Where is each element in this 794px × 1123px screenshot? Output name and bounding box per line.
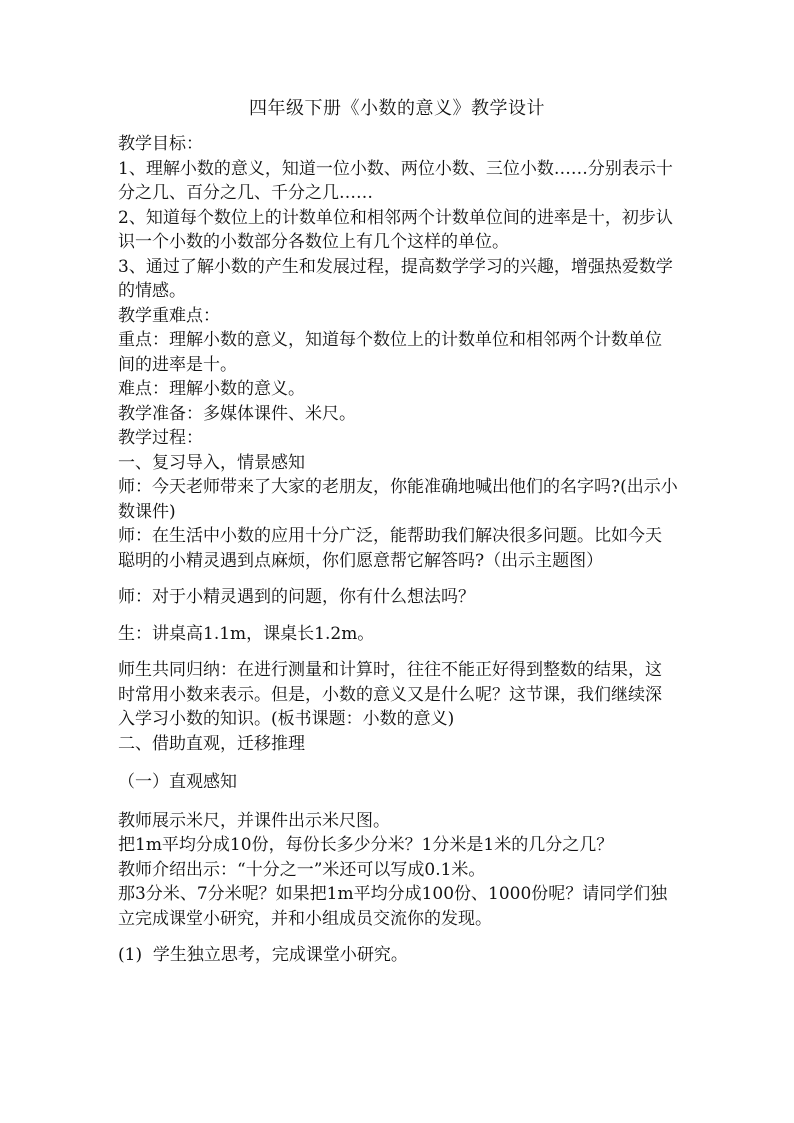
paragraph-key-difficult-heading: 教学重难点：	[118, 305, 220, 326]
paragraph-difficult-point: 难点：理解小数的意义。	[118, 379, 305, 399]
paragraph-key-point: 重点：理解小数的意义，知道每个数位上的计数单位和相邻两个计数单位间的进率是十。	[118, 330, 662, 375]
paragraph-teacher-intro: 师：今天老师带来了大家的老朋友，你能准确地喊出他们的名字吗?(出示小数课件)	[118, 477, 678, 522]
paragraph-section-2-heading: 二、借助直观，迁移推理	[118, 733, 305, 754]
paragraph-divide-question: 把1m平均分成10份，每份长多少分米？1分米是1米的几分之几？	[118, 835, 614, 855]
paragraph-teacher-application: 师：在生活中小数的应用十分广泛，能帮助我们解决很多问题。比如今天聪明的小精灵遇到点麻烦，你们愿意帮它解答吗?（出示主题图）	[118, 526, 662, 571]
paragraph-summary: 师生共同归纳：在进行测量和计算时，往往不能正好得到整数的结果，这时常用小数来表示。但是，小数的意义又是什么呢？这节课，我们继续深入学习小数的知识。(板书课题：小数的意义)	[118, 660, 662, 729]
paragraph-subsection-1-heading: （一）直观感知	[118, 772, 237, 792]
paragraph-section-1-heading: 一、复习导入，情景感知	[118, 452, 305, 473]
paragraph-ruler-display: 教师展示米尺，并课件出示米尺图。	[118, 810, 390, 831]
paragraph-objectives-heading: 教学目标：	[118, 134, 203, 154]
paragraph-objective-2: 2、知道每个数位上的计数单位和相邻两个计数单位间的进率是十，初步认识一个小数的小数部分各数位上有几个这样的单位。	[118, 207, 673, 252]
paragraph-preparation: 教学准备：多媒体课件、米尺。	[118, 403, 356, 424]
paragraph-student-answer: 生：讲桌高1.1m，课桌长1.2m。	[118, 623, 375, 644]
paragraph-step-1: (1) 学生独立思考，完成课堂小研究。	[118, 945, 408, 965]
paragraph-teacher-question: 师：对于小精灵遇到的问题，你有什么想法吗？	[118, 587, 475, 607]
paragraph-objective-3: 3、通过了解小数的产生和发展过程，提高数学学习的兴趣，增强热爱数学的情感。	[118, 256, 673, 301]
paragraph-teacher-explain: 教师介绍出示：“十分之一”米还可以写成0.1米。	[118, 859, 486, 880]
paragraph-objective-1: 1、理解小数的意义，知道一位小数、两位小数、三位小数……分别表示十分之几、百分之几、千分之几……	[118, 158, 673, 203]
paragraph-process-heading: 教学过程：	[118, 428, 203, 448]
document-title: 四年级下册《小数的意义》教学设计	[249, 98, 545, 119]
document-body	[118, 132, 678, 968]
paragraph-further-question: 那3分米、7分米呢？如果把1m平均分成100份、1000份呢？请同学们独立完成课堂小研究，并和小组成员交流你的发现。	[118, 884, 668, 929]
